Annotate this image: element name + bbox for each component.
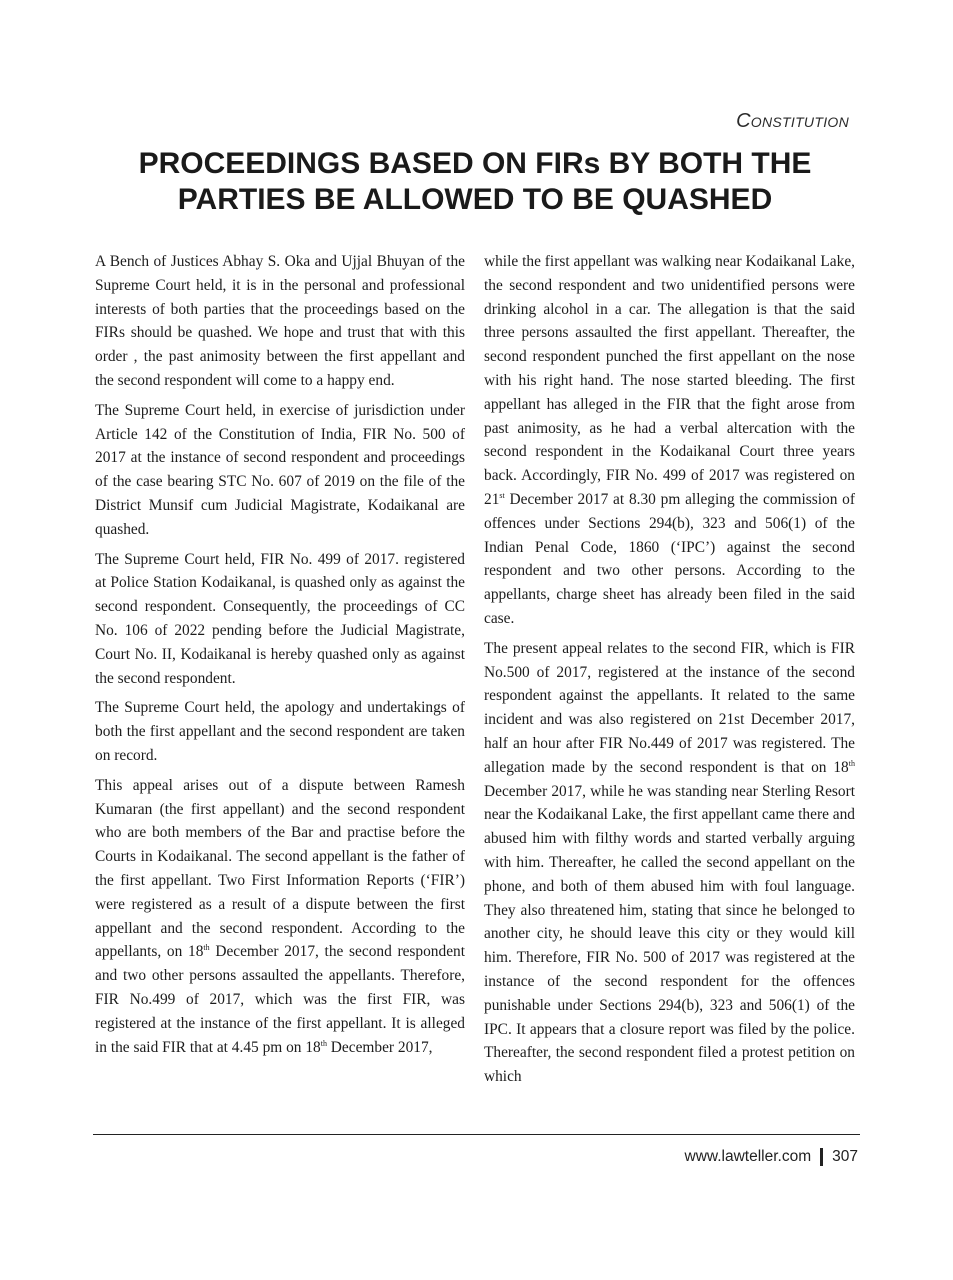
paragraph: The Supreme Court held, in exercise of jurisdiction under Article 142 of the Constitution of India, FIR No. 500 of 2017 at the instance of second respondent and proceedings of the case bearing STC No. 607 of 2019 on the file of the District Munsif cum Judicial Magistrate, Kodaikanal are quashed. <box>95 401 465 538</box>
title-line-1: PROCEEDINGS BASED ON FIRs BY BOTH THE <box>138 147 812 180</box>
ordinal-suffix: th <box>848 758 855 768</box>
paragraph-text: while the first appellant was walking near Kodaikanal Lake, the second respondent and two unidentified persons were drinking alcohol in a car. The allegation is that the said three persons assaulted the first appellant. Thereafter, the second respondent punched the first appellant on the nose with his right hand. The nose started bleeding. The first appellant has alleged in the FIR that the fight arose from past animosity, as he had a verbal altercation with the second respondent in the Kodaikanal Court three years back. Accordingly, FIR No. 499 of 2017 was registered on 21 <box>484 253 855 508</box>
paragraph-text: The present appeal relates to the second FIR, which is FIR No.500 of 2017, registered at the instance of the second respondent against the appellants. It related to the same incident and was also registered on 21st December 2017, half an hour after FIR No.449 of 2017 was registered. The allegation made by the second respondent is that on 18 <box>484 639 855 776</box>
article-title <box>80 146 870 218</box>
paragraph-text: December 2017, <box>326 1038 433 1056</box>
paragraph <box>95 774 465 1060</box>
right-column <box>484 250 855 1095</box>
paragraph-text: December 2017 at 8.30 pm alleging the commission of offences under Sections 294(b), 323 and 506(1) of the Indian Penal Code, 1860 (‘IPC’) against the second respondent and two other persons. According to the appellants, charge sheet has already been filed in the said case. <box>484 490 855 627</box>
page-number: 307 <box>832 1148 858 1165</box>
section-label: Constitution <box>736 110 849 132</box>
page-footer <box>685 1148 859 1166</box>
footer-divider <box>820 1148 823 1166</box>
paragraph: The Supreme Court held, FIR No. 499 of 2017. registered at Police Station Kodaikanal, is quashed only as against the second respondent. Consequently, the proceedings of CC No. 106 of 2022 pending before the Judicial Magistrate, Court No. II, Kodaikanal is hereby quashed only as against the second respondent. <box>95 550 465 687</box>
paragraph-text: This appeal arises out of a dispute between Ramesh Kumaran (the first appellant) and the second respondent who are both members of the Bar and practise before the Courts in Kodaikanal. The second appellant is the father of the first appellant. Two First Information Reports (‘FIR’) were registered as a result of a dispute between the first appellant and the second respondent. According to the appellants, on 18 <box>95 776 465 961</box>
paragraph-text: December 2017, the second respondent and two other persons assaulted the appellants. Therefore, FIR No.499 of 2017, which was the first FIR, was registered at the instance of the first appellant. It is alleged in the said FIR that at 4.45 pm on 18 <box>95 943 465 1056</box>
title-line-2: PARTIES BE ALLOWED TO BE QUASHED <box>177 183 773 216</box>
footer-rule <box>93 1134 860 1135</box>
website-link[interactable]: www.lawteller.com <box>684 1148 812 1165</box>
left-column <box>95 250 465 1065</box>
paragraph: A Bench of Justices Abhay S. Oka and Ujjal Bhuyan of the Supreme Court held, it is in the personal and professional interests of both parties that the proceedings based on the FIRs should be quashed. We hope and trust that with this order , the past animosity between the first appellant and the second respondent will come to a happy end. <box>95 253 465 389</box>
paragraph-text: December 2017, while he was standing near Sterling Resort near the Kodaikanal Lake, the first appellant came there and abused him with filthy words and started verbally arguing with him. Thereafter, he called the second appellant on the phone, and both of them abused him with foul language. They also threatened him, stating that since he belonged to another city, he should leave this city or they would kill him. Therefore, FIR No. 500 of 2017 was registered at the instance of the second respondent for the offences punishable under Sections 294(b), 323 and 506(1) of the IPC. It appears that a closure report was filed by the police. Thereafter, the second respondent filed a protest petition on which <box>484 782 855 1086</box>
ordinal-suffix: st <box>499 490 505 500</box>
ordinal-suffix: th <box>203 943 210 953</box>
ordinal-suffix: th <box>320 1038 327 1048</box>
paragraph: The Supreme Court held, the apology and undertakings of both the first appellant and the second respondent are taken on record. <box>95 699 465 764</box>
paragraph <box>484 250 855 631</box>
paragraph <box>484 637 855 1089</box>
